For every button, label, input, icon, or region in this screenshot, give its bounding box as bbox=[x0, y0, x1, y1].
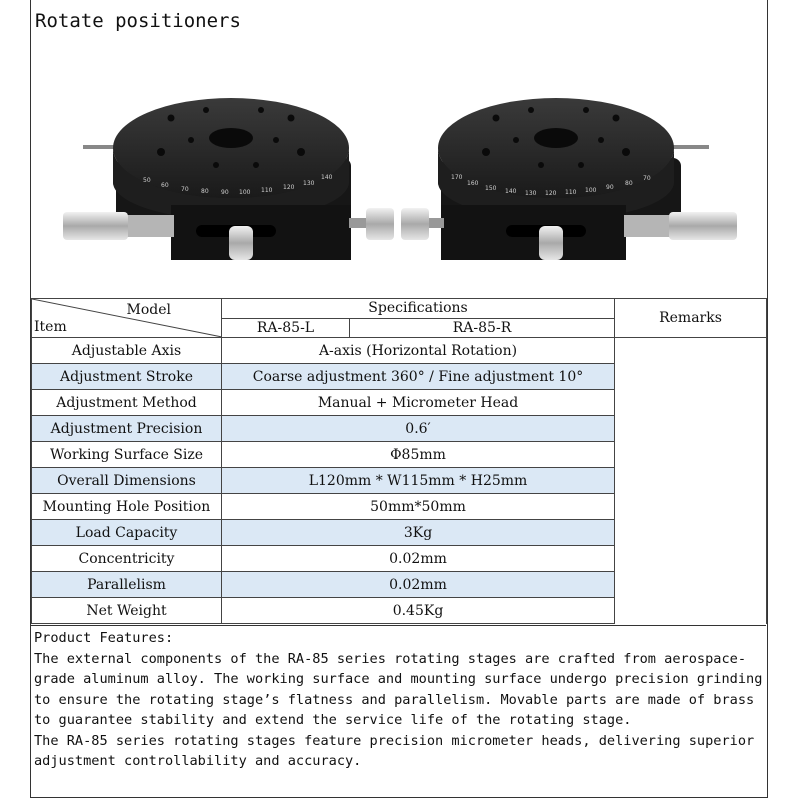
row-value: A-axis (Horizontal Rotation) bbox=[222, 338, 615, 364]
features-paragraph-2: The RA-85 series rotating stages feature precision micrometer heads, delivering superior adjustment controllability and accuracy. bbox=[34, 732, 755, 769]
row-value: Manual + Micrometer Head bbox=[222, 390, 615, 416]
svg-text:50: 50 bbox=[143, 177, 151, 184]
svg-text:100: 100 bbox=[585, 187, 597, 194]
svg-text:150: 150 bbox=[485, 185, 497, 192]
row-label: Parallelism bbox=[32, 572, 222, 598]
row-label: Adjustment Method bbox=[32, 390, 222, 416]
svg-text:120: 120 bbox=[545, 190, 557, 197]
svg-text:80: 80 bbox=[625, 180, 633, 187]
features-heading: Product Features: bbox=[34, 630, 174, 646]
svg-text:80: 80 bbox=[201, 188, 209, 195]
row-label: Adjustment Precision bbox=[32, 416, 222, 442]
svg-text:70: 70 bbox=[643, 175, 651, 182]
svg-text:160: 160 bbox=[467, 180, 479, 187]
model-item-header-cell bbox=[32, 299, 222, 338]
svg-text:100: 100 bbox=[239, 189, 251, 196]
row-value: Coarse adjustment 360° / Fine adjustment 10° bbox=[222, 364, 615, 390]
item-header: Item bbox=[34, 319, 67, 335]
right-rotation-stage bbox=[401, 98, 737, 260]
svg-text:70: 70 bbox=[181, 186, 189, 193]
svg-text:140: 140 bbox=[321, 174, 333, 181]
svg-text:170: 170 bbox=[451, 174, 463, 181]
specifications-header: Specifications bbox=[222, 299, 615, 319]
row-label: Adjustable Axis bbox=[32, 338, 222, 364]
svg-text:110: 110 bbox=[261, 187, 273, 194]
remarks-cell bbox=[615, 338, 767, 624]
left-rotation-stage bbox=[63, 98, 394, 260]
row-value: 0.02mm bbox=[222, 546, 615, 572]
page-title: Rotate positioners bbox=[35, 10, 241, 32]
row-label: Net Weight bbox=[32, 598, 222, 624]
row-label: Overall Dimensions bbox=[32, 468, 222, 494]
svg-text:140: 140 bbox=[505, 188, 517, 195]
row-value: 0.6′ bbox=[222, 416, 615, 442]
svg-text:110: 110 bbox=[565, 189, 577, 196]
features-paragraph-1: The external components of the RA-85 series rotating stages are crafted from aerospace-grade aluminum alloy. The working surface and mounting surface undergo precision grinding to ensure the rotating stage’s flatness and parallelism. Movable parts are made of brass to guarantee stability and extend the service life of the rotating stage. bbox=[34, 650, 763, 728]
row-label: Concentricity bbox=[32, 546, 222, 572]
svg-text:90: 90 bbox=[221, 189, 229, 196]
svg-text:90: 90 bbox=[606, 184, 614, 191]
row-label: Mounting Hole Position bbox=[32, 494, 222, 520]
product-photo bbox=[31, 40, 766, 298]
row-label: Adjustment Stroke bbox=[32, 364, 222, 390]
model-header: Model bbox=[126, 302, 171, 318]
spec-sheet bbox=[30, 0, 768, 798]
row-value: 50mm*50mm bbox=[222, 494, 615, 520]
model-l-header: RA-85-L bbox=[222, 318, 350, 338]
product-features bbox=[31, 625, 766, 797]
row-value: Φ85mm bbox=[222, 442, 615, 468]
row-value: 0.02mm bbox=[222, 572, 615, 598]
model-r-header: RA-85-R bbox=[350, 318, 615, 338]
remarks-header: Remarks bbox=[615, 299, 767, 338]
svg-text:60: 60 bbox=[161, 182, 169, 189]
table-row bbox=[32, 338, 767, 364]
row-label: Load Capacity bbox=[32, 520, 222, 546]
row-value: L120mm * W115mm * H25mm bbox=[222, 468, 615, 494]
row-label: Working Surface Size bbox=[32, 442, 222, 468]
specifications-table bbox=[31, 298, 767, 624]
row-value: 3Kg bbox=[222, 520, 615, 546]
row-value: 0.45Kg bbox=[222, 598, 615, 624]
svg-text:130: 130 bbox=[303, 180, 315, 187]
svg-text:130: 130 bbox=[525, 190, 537, 197]
svg-text:120: 120 bbox=[283, 184, 295, 191]
